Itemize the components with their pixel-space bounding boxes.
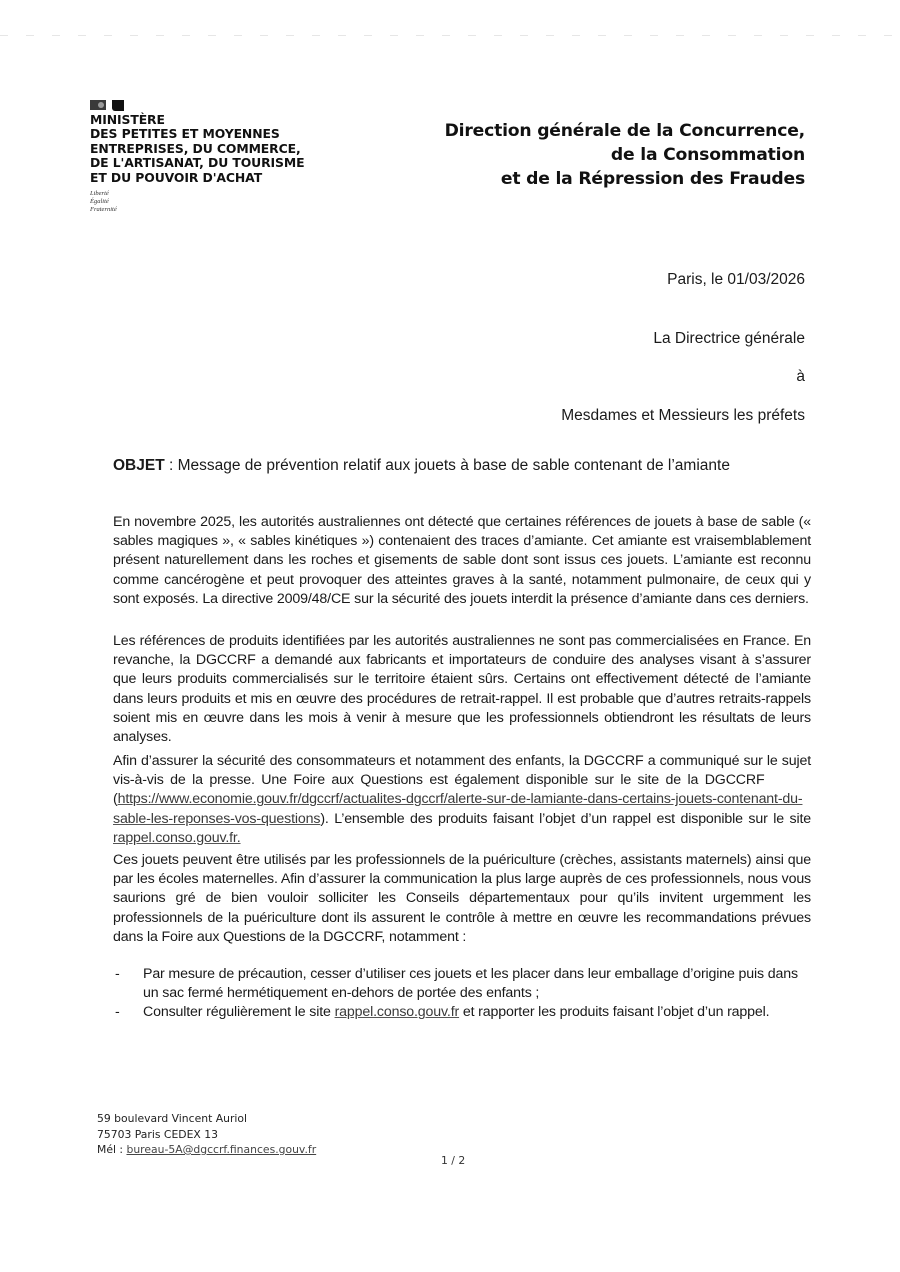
ministry-line: MINISTÈRE (90, 112, 165, 127)
motto-line: Égalité (90, 198, 109, 206)
recipient: Mesdames et Messieurs les préfets (561, 407, 805, 424)
sender: La Directrice générale (653, 330, 805, 347)
paragraph-communication (113, 752, 811, 848)
ministry-line: DE L'ARTISANAT, DU TOURISME (90, 155, 305, 171)
subject-separator: : (164, 457, 178, 474)
page-number: 1 / 2 (441, 1154, 466, 1167)
list-item-text: Consulter régulièrement le site (143, 1004, 335, 1021)
list-item (113, 965, 811, 1003)
ministry-line: DES PETITES ET MOYENNES (90, 126, 280, 142)
list-dash: - (115, 1004, 120, 1021)
direction-line: de la Consommation (610, 145, 805, 165)
ministry-line: ENTREPRISES, DU COMMERCE, (90, 140, 301, 156)
ministry-logo-block (90, 100, 330, 214)
letter-subject (113, 457, 730, 475)
marianne-logo-icon (90, 100, 330, 111)
rappel-conso-link[interactable]: rappel.conso.gouv.fr. (113, 829, 241, 846)
republic-motto (90, 190, 330, 214)
letter-date: Paris, le 01/03/2026 (667, 271, 805, 288)
list-item-text: et rapporter les produits faisant l’objet d’un rappel. (459, 1004, 770, 1021)
email-link[interactable]: bureau-5A@dgccrf.finances.gouv.fr (126, 1143, 317, 1156)
address-line: 75703 Paris CEDEX 13 (97, 1127, 218, 1141)
paragraph-context: En novembre 2025, les autorités australiennes ont détecté que certaines références de jouets à base de sable (« sables magiques », « sables kinétiques ») contenaient des traces d’amiante. Cet amiante est vraisemblablement présent naturellement dans les roches et gisements de sable dont sont issus ces jouets. L’amiante est reconnu comme cancérogène et peut provoquer des atteintes graves à la santé, notamment pulmonaire, de ceux qui y sont exposés. La directive 2009/48/CE sur la sécurité des jouets interdit la présence d’amiante dans ces derniers. (113, 514, 811, 607)
paragraph-text: Afin d’assurer la sécurité des consommateurs et notamment des enfants, la DGCCRF a communiqué sur le sujet vis-à-vis de la presse. Une Foire aux Questions est également disponible sur le site de la DGCCRF (113, 753, 811, 789)
recommendations-list (113, 965, 811, 1023)
subject-text: Message de prévention relatif aux jouets à base de sable contenant de l’amiante (177, 457, 730, 474)
scan-artifact-line (0, 35, 900, 36)
footer-address (97, 1111, 316, 1158)
marianne-flag-right-icon (112, 100, 124, 111)
recipient-connector: à (796, 368, 805, 385)
faq-link[interactable]: https://www.economie.gouv.fr/dgccrf/actualites-dgccrf/alerte-sur-de-lamiante-dans-certains-jouets-contenant-du-sable-les-reponses-vos-questions (113, 791, 803, 827)
email-label: Mél : (97, 1143, 127, 1156)
paren-open: ( (113, 791, 118, 808)
motto-line: Fraternité (90, 206, 117, 214)
email-line (97, 1142, 316, 1158)
paragraph-analyses: Les références de produits identifiées par les autorités australiennes ne sont pas commercialisées en France. En revanche, la DGCCRF a demandé aux fabricants et importateurs de conduire des analyses visant à s’assurer que leurs produits commercialisés sur le territoire étaient sûrs. Certains ont effectivement détecté de l’amiante dans leurs produits et mis en œuvre des procédures de retrait-rappel. Il est probable que d’autres retraits-rappels soient mis en œuvre dans les mois à venir à mesure que les professionnels obtiendront les résultats de leurs analyses. (113, 633, 811, 746)
list-item (113, 1003, 811, 1022)
marianne-flag-left-icon (90, 100, 106, 110)
motto-line: Liberté (90, 190, 109, 198)
direction-line: et de la Répression des Fraudes (500, 169, 805, 189)
ministry-name (90, 113, 330, 185)
ministry-line: ET DU POUVOIR D'ACHAT (90, 169, 263, 185)
list-item-text: Par mesure de précaution, cesser d’utiliser ces jouets et les placer dans leur emballage d’origine puis dans un sac fermé hermétiquement en-dehors de portée des enfants ; (143, 966, 798, 1002)
address-line: 59 boulevard Vincent Auriol (97, 1112, 248, 1125)
direction-line: Direction générale de la Concurrence, (444, 121, 805, 141)
rappel-conso-link[interactable]: rappel.conso.gouv.fr (334, 1004, 460, 1021)
paragraph-request: Ces jouets peuvent être utilisés par les professionnels de la puériculture (crèches, assistants maternels) ainsi que par les écoles maternelles. Afin d’assurer la communication la plus large auprès de ces professionnels, nous vous saurions gré de bien vouloir solliciter les Conseils départementaux pour qu’ils invitent urgemment les professionnels de la puériculture dont ils assurent le contrôle à mettre en œuvre les recommandations prévues dans la Foire aux Questions de la DGCCRF, notamment : (113, 852, 811, 945)
list-dash: - (115, 966, 120, 982)
issuing-direction (445, 119, 805, 191)
subject-label: OBJET (113, 457, 165, 474)
paragraph-text: ). L’ensemble des produits faisant l’objet d’un rappel est disponible sur le site (320, 810, 811, 827)
